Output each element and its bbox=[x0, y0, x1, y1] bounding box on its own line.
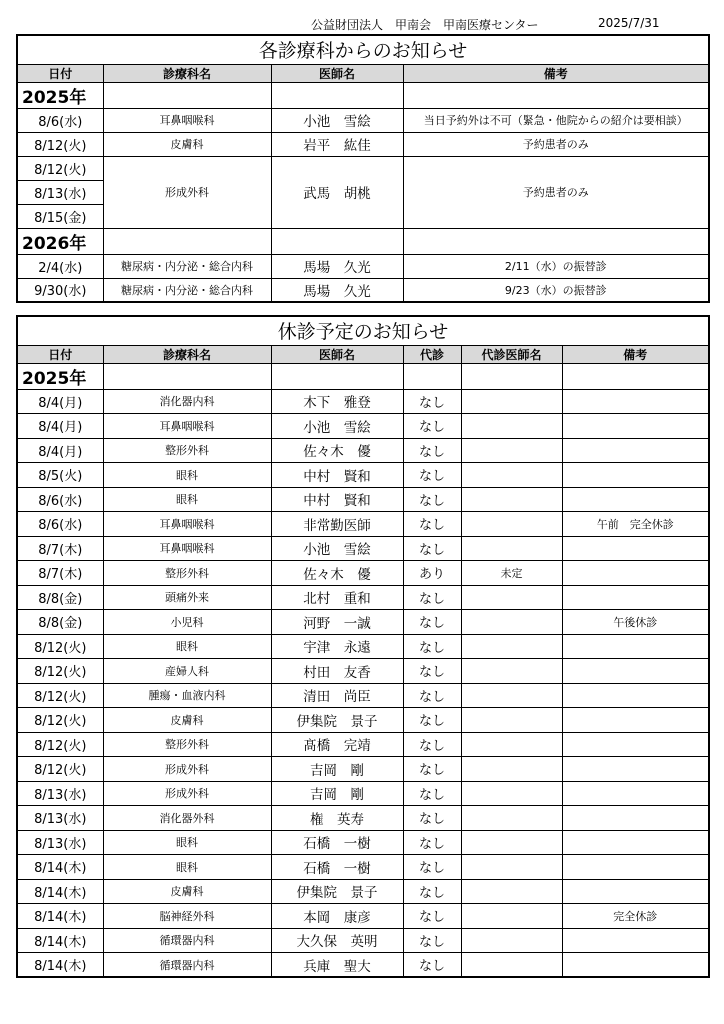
doctor-cell: 小池 雪絵 bbox=[271, 414, 403, 439]
date-cell: 8/6(水) bbox=[17, 512, 103, 537]
note-cell bbox=[562, 879, 709, 904]
date-cell: 8/12(火) bbox=[17, 634, 103, 659]
doctor-cell: 本岡 康彦 bbox=[271, 904, 403, 929]
substitute-cell: なし bbox=[403, 904, 461, 929]
department-cell: 整形外科 bbox=[103, 732, 271, 757]
doctor-cell: 佐々木 優 bbox=[271, 561, 403, 586]
year-row-2025 bbox=[17, 82, 709, 108]
doctor-cell: 中村 賢和 bbox=[271, 487, 403, 512]
note-cell: 完全休診 bbox=[562, 904, 709, 929]
note-cell: 当日予約外は不可（緊急・他院からの紹介は要相談） bbox=[403, 108, 709, 132]
closure-schedule-table bbox=[16, 315, 710, 978]
note-cell: 午後休診 bbox=[562, 610, 709, 635]
substitute-cell: あり bbox=[403, 561, 461, 586]
department-cell: 耳鼻咽喉科 bbox=[103, 108, 271, 132]
doctor-cell: 吉岡 剛 bbox=[271, 757, 403, 782]
note-cell bbox=[562, 757, 709, 782]
substitute-cell: なし bbox=[403, 610, 461, 635]
date-cell: 8/13(水) bbox=[17, 806, 103, 831]
date-cell: 8/12(火) bbox=[17, 132, 103, 156]
doctor-cell: 大久保 英明 bbox=[271, 928, 403, 953]
department-cell: 循環器内科 bbox=[103, 928, 271, 953]
table-row bbox=[17, 904, 709, 929]
substitute-doctor-cell bbox=[461, 928, 562, 953]
date-cell: 8/8(金) bbox=[17, 585, 103, 610]
col-date: 日付 bbox=[17, 345, 103, 363]
substitute-cell: なし bbox=[403, 855, 461, 880]
department-cell: 皮膚科 bbox=[103, 708, 271, 733]
table-row bbox=[17, 585, 709, 610]
table-row bbox=[17, 414, 709, 439]
substitute-cell: なし bbox=[403, 928, 461, 953]
date-cell: 8/12(火) bbox=[17, 659, 103, 684]
table-row bbox=[17, 732, 709, 757]
substitute-cell: なし bbox=[403, 879, 461, 904]
substitute-doctor-cell bbox=[461, 414, 562, 439]
doctor-cell: 兵庫 聖大 bbox=[271, 953, 403, 978]
year-row-2025 bbox=[17, 363, 709, 389]
substitute-cell: なし bbox=[403, 732, 461, 757]
notice-table-title: 各診療科からのお知らせ bbox=[17, 35, 709, 64]
doctor-cell: 石橋 一樹 bbox=[271, 855, 403, 880]
doctor-cell: 河野 一誠 bbox=[271, 610, 403, 635]
department-cell: 耳鼻咽喉科 bbox=[103, 414, 271, 439]
doctor-cell: 木下 雅登 bbox=[271, 389, 403, 414]
note-cell bbox=[562, 536, 709, 561]
date-cell: 8/6(水) bbox=[17, 108, 103, 132]
table-row bbox=[17, 512, 709, 537]
substitute-doctor-cell bbox=[461, 830, 562, 855]
table-row bbox=[17, 108, 709, 132]
department-cell: 形成外科 bbox=[103, 781, 271, 806]
substitute-cell: なし bbox=[403, 806, 461, 831]
note-cell bbox=[562, 830, 709, 855]
date-cell: 8/4(月) bbox=[17, 438, 103, 463]
substitute-doctor-cell bbox=[461, 757, 562, 782]
closure-table-title: 休診予定のお知らせ bbox=[17, 316, 709, 345]
substitute-doctor-cell bbox=[461, 536, 562, 561]
department-cell: 循環器内科 bbox=[103, 953, 271, 978]
doctor-cell: 伊集院 景子 bbox=[271, 708, 403, 733]
substitute-doctor-cell bbox=[461, 732, 562, 757]
date-cell: 8/6(水) bbox=[17, 487, 103, 512]
substitute-doctor-cell bbox=[461, 610, 562, 635]
doctor-cell: 宇津 永遠 bbox=[271, 634, 403, 659]
doctor-cell: 村田 友香 bbox=[271, 659, 403, 684]
date-cell: 8/7(木) bbox=[17, 536, 103, 561]
publish-date: 2025/7/31 bbox=[598, 16, 660, 30]
table-row bbox=[17, 928, 709, 953]
doctor-cell: 権 英寿 bbox=[271, 806, 403, 831]
table-row bbox=[17, 156, 709, 180]
doctor-cell: 伊集院 景子 bbox=[271, 879, 403, 904]
substitute-doctor-cell bbox=[461, 487, 562, 512]
table-row bbox=[17, 634, 709, 659]
year-label: 2025年 bbox=[17, 82, 103, 108]
date-cell: 8/4(月) bbox=[17, 389, 103, 414]
table-row bbox=[17, 781, 709, 806]
note-cell bbox=[562, 634, 709, 659]
doctor-cell: 清田 尚臣 bbox=[271, 683, 403, 708]
department-cell: 耳鼻咽喉科 bbox=[103, 536, 271, 561]
year-row-2026 bbox=[17, 228, 709, 254]
substitute-cell: なし bbox=[403, 389, 461, 414]
department-cell: 脳神経外科 bbox=[103, 904, 271, 929]
date-cell: 8/14(木) bbox=[17, 879, 103, 904]
doctor-cell: 馬場 久光 bbox=[271, 254, 403, 278]
date-cell: 8/14(木) bbox=[17, 904, 103, 929]
substitute-doctor-cell bbox=[461, 438, 562, 463]
department-cell: 眼科 bbox=[103, 634, 271, 659]
department-cell: 整形外科 bbox=[103, 561, 271, 586]
table-row bbox=[17, 254, 709, 278]
doctor-cell: 小池 雪絵 bbox=[271, 108, 403, 132]
date-cell: 8/7(木) bbox=[17, 561, 103, 586]
col-note: 備考 bbox=[403, 64, 709, 82]
doctor-cell: 武馬 胡桃 bbox=[271, 156, 403, 228]
substitute-doctor-cell bbox=[461, 512, 562, 537]
substitute-doctor-cell bbox=[461, 879, 562, 904]
note-cell bbox=[562, 732, 709, 757]
substitute-doctor-cell bbox=[461, 708, 562, 733]
date-cell: 8/14(木) bbox=[17, 953, 103, 978]
doctor-cell: 小池 雪絵 bbox=[271, 536, 403, 561]
note-cell bbox=[562, 806, 709, 831]
table-row bbox=[17, 830, 709, 855]
department-cell: 小児科 bbox=[103, 610, 271, 635]
date-cell: 8/13(水) bbox=[17, 781, 103, 806]
note-cell: 2/11（水）の振替診 bbox=[403, 254, 709, 278]
col-substitute-doctor: 代診医師名 bbox=[461, 345, 562, 363]
note-cell bbox=[562, 414, 709, 439]
note-cell: 9/23（水）の振替診 bbox=[403, 278, 709, 302]
col-doctor: 医師名 bbox=[271, 64, 403, 82]
substitute-cell: なし bbox=[403, 585, 461, 610]
doctor-cell: 非常勤医師 bbox=[271, 512, 403, 537]
department-cell: 耳鼻咽喉科 bbox=[103, 512, 271, 537]
substitute-cell: なし bbox=[403, 438, 461, 463]
year-label: 2026年 bbox=[17, 228, 103, 254]
note-cell bbox=[562, 659, 709, 684]
col-department: 診療科名 bbox=[103, 345, 271, 363]
table-row bbox=[17, 132, 709, 156]
department-cell: 形成外科 bbox=[103, 757, 271, 782]
doctor-cell: 吉岡 剛 bbox=[271, 781, 403, 806]
note-cell bbox=[562, 708, 709, 733]
doctor-cell: 石橋 一樹 bbox=[271, 830, 403, 855]
note-cell: 予約患者のみ bbox=[403, 156, 709, 228]
substitute-doctor-cell bbox=[461, 806, 562, 831]
table-row bbox=[17, 659, 709, 684]
date-cell: 8/12(火) bbox=[17, 156, 103, 180]
substitute-doctor-cell bbox=[461, 904, 562, 929]
note-cell bbox=[562, 463, 709, 488]
substitute-cell: なし bbox=[403, 659, 461, 684]
table-row bbox=[17, 389, 709, 414]
department-cell: 産婦人科 bbox=[103, 659, 271, 684]
department-cell: 消化器外科 bbox=[103, 806, 271, 831]
substitute-cell: なし bbox=[403, 634, 461, 659]
date-cell: 2/4(水) bbox=[17, 254, 103, 278]
substitute-doctor-cell bbox=[461, 683, 562, 708]
date-cell: 9/30(水) bbox=[17, 278, 103, 302]
table-row bbox=[17, 610, 709, 635]
table-row bbox=[17, 487, 709, 512]
note-cell bbox=[562, 855, 709, 880]
department-cell: 眼科 bbox=[103, 830, 271, 855]
department-cell: 糖尿病・内分泌・総合内科 bbox=[103, 278, 271, 302]
substitute-doctor-cell bbox=[461, 855, 562, 880]
substitute-cell: なし bbox=[403, 536, 461, 561]
doctor-cell: 佐々木 優 bbox=[271, 438, 403, 463]
substitute-cell: なし bbox=[403, 830, 461, 855]
date-cell: 8/12(火) bbox=[17, 732, 103, 757]
substitute-doctor-cell bbox=[461, 634, 562, 659]
department-cell: 眼科 bbox=[103, 855, 271, 880]
note-cell: 午前 完全休診 bbox=[562, 512, 709, 537]
note-cell bbox=[562, 781, 709, 806]
substitute-cell: なし bbox=[403, 683, 461, 708]
substitute-doctor-cell bbox=[461, 659, 562, 684]
note-cell bbox=[562, 561, 709, 586]
organization-name: 公益財団法人 甲南会 甲南医療センター bbox=[311, 18, 539, 32]
col-doctor: 医師名 bbox=[271, 345, 403, 363]
department-cell: 眼科 bbox=[103, 487, 271, 512]
substitute-cell: なし bbox=[403, 953, 461, 978]
substitute-doctor-cell: 未定 bbox=[461, 561, 562, 586]
date-cell: 8/13(水) bbox=[17, 830, 103, 855]
substitute-doctor-cell bbox=[461, 585, 562, 610]
substitute-cell: なし bbox=[403, 781, 461, 806]
substitute-cell: なし bbox=[403, 487, 461, 512]
note-cell bbox=[562, 585, 709, 610]
closure-column-header bbox=[17, 345, 709, 363]
department-cell: 眼科 bbox=[103, 463, 271, 488]
substitute-doctor-cell bbox=[461, 953, 562, 978]
table-row bbox=[17, 278, 709, 302]
doctor-cell: 北村 重和 bbox=[271, 585, 403, 610]
table-row bbox=[17, 806, 709, 831]
table-row bbox=[17, 438, 709, 463]
table-row bbox=[17, 879, 709, 904]
note-cell: 予約患者のみ bbox=[403, 132, 709, 156]
col-substitute: 代診 bbox=[403, 345, 461, 363]
date-cell: 8/4(月) bbox=[17, 414, 103, 439]
substitute-cell: なし bbox=[403, 708, 461, 733]
note-cell bbox=[562, 683, 709, 708]
substitute-doctor-cell bbox=[461, 389, 562, 414]
substitute-cell: なし bbox=[403, 414, 461, 439]
col-department: 診療科名 bbox=[103, 64, 271, 82]
department-cell: 形成外科 bbox=[103, 156, 271, 228]
substitute-cell: なし bbox=[403, 757, 461, 782]
substitute-cell: なし bbox=[403, 512, 461, 537]
year-label: 2025年 bbox=[17, 363, 103, 389]
date-cell: 8/14(木) bbox=[17, 928, 103, 953]
date-cell: 8/8(金) bbox=[17, 610, 103, 635]
substitute-doctor-cell bbox=[461, 781, 562, 806]
note-cell bbox=[562, 928, 709, 953]
date-cell: 8/5(火) bbox=[17, 463, 103, 488]
date-cell: 8/12(火) bbox=[17, 757, 103, 782]
notice-column-header bbox=[17, 64, 709, 82]
date-cell: 8/12(火) bbox=[17, 708, 103, 733]
doctor-cell: 中村 賢和 bbox=[271, 463, 403, 488]
note-cell bbox=[562, 953, 709, 978]
date-cell: 8/13(水) bbox=[17, 180, 103, 204]
table-row bbox=[17, 855, 709, 880]
table-row bbox=[17, 463, 709, 488]
department-cell: 皮膚科 bbox=[103, 132, 271, 156]
note-cell bbox=[562, 389, 709, 414]
date-cell: 8/15(金) bbox=[17, 204, 103, 228]
table-row bbox=[17, 536, 709, 561]
table-row bbox=[17, 708, 709, 733]
date-cell: 8/12(火) bbox=[17, 683, 103, 708]
doctor-cell: 髙橋 完靖 bbox=[271, 732, 403, 757]
department-cell: 皮膚科 bbox=[103, 879, 271, 904]
substitute-doctor-cell bbox=[461, 463, 562, 488]
table-row bbox=[17, 757, 709, 782]
note-cell bbox=[562, 487, 709, 512]
table-row bbox=[17, 683, 709, 708]
department-cell: 頭痛外来 bbox=[103, 585, 271, 610]
substitute-cell: なし bbox=[403, 463, 461, 488]
doctor-cell: 岩平 紘佳 bbox=[271, 132, 403, 156]
col-date: 日付 bbox=[17, 64, 103, 82]
note-cell bbox=[562, 438, 709, 463]
department-cell: 整形外科 bbox=[103, 438, 271, 463]
date-cell: 8/14(木) bbox=[17, 855, 103, 880]
page-header bbox=[0, 14, 724, 34]
col-note: 備考 bbox=[562, 345, 709, 363]
table-row bbox=[17, 953, 709, 978]
table-row bbox=[17, 561, 709, 586]
doctor-cell: 馬場 久光 bbox=[271, 278, 403, 302]
department-notice-table bbox=[16, 34, 710, 303]
department-cell: 消化器内科 bbox=[103, 389, 271, 414]
department-cell: 腫瘍・血液内科 bbox=[103, 683, 271, 708]
department-cell: 糖尿病・内分泌・総合内科 bbox=[103, 254, 271, 278]
